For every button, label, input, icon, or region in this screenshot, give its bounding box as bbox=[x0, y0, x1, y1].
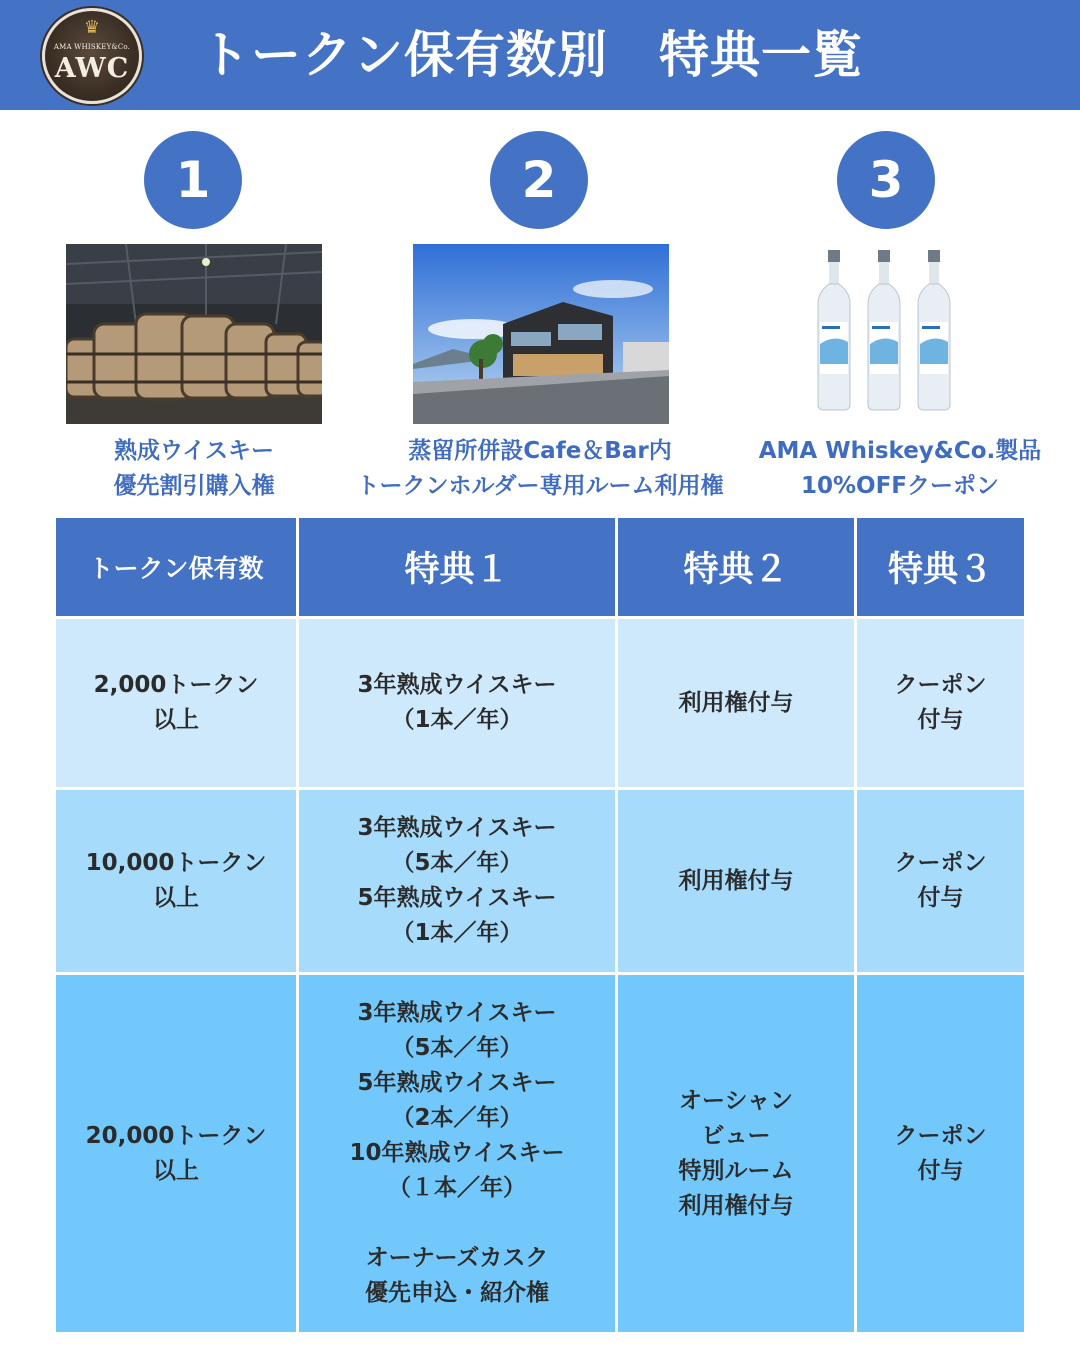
logo-small-text: AMA WHISKEY&Co. bbox=[53, 43, 131, 51]
table-row bbox=[56, 790, 1024, 972]
row1-benefit-2: 利用権付与 bbox=[618, 619, 854, 787]
whisky-casks-photo bbox=[66, 244, 322, 424]
cafe-bar-building-photo bbox=[413, 244, 669, 424]
table-row bbox=[56, 975, 1024, 1332]
benefit-caption-3: AMA Whiskey&Co.製品 10%OFFクーポン bbox=[758, 438, 1042, 499]
header-bar bbox=[0, 0, 1080, 110]
whisky-bottles-photo bbox=[810, 244, 962, 424]
row2-tokens: 10,000トークン 以上 bbox=[56, 790, 296, 972]
benefit-number-1: 1 bbox=[144, 131, 242, 229]
row3-benefit-2: オーシャン ビュー 特別ルーム 利用権付与 bbox=[618, 975, 854, 1332]
benefit-number-2: 2 bbox=[490, 131, 588, 229]
page-title: トークン保有数別 特典一覧 bbox=[200, 26, 863, 84]
header-benefit-1: 特典１ bbox=[299, 518, 615, 616]
table-row bbox=[56, 619, 1024, 787]
row3-benefit-1: 3年熟成ウイスキー （5本／年） 5年熟成ウイスキー （2本／年） 10年熟成ウイスキー （１本／年） オーナーズカスク 優先申込・紹介権 bbox=[299, 975, 615, 1332]
benefit-caption-2: 蒸留所併設Cafe＆Bar内 トークンホルダー専用ルーム利用権 bbox=[356, 438, 724, 499]
row2-benefit-1: 3年熟成ウイスキー （5本／年） 5年熟成ウイスキー （1本／年） bbox=[299, 790, 615, 972]
row1-tokens: 2,000トークン 以上 bbox=[56, 619, 296, 787]
awc-logo bbox=[42, 8, 142, 104]
row3-tokens: 20,000トークン 以上 bbox=[56, 975, 296, 1332]
row2-benefit-2: 利用権付与 bbox=[618, 790, 854, 972]
header-benefit-3: 特典３ bbox=[857, 518, 1024, 616]
header-benefit-2: 特典２ bbox=[618, 518, 854, 616]
header-token-count: トークン保有数 bbox=[56, 518, 296, 616]
row1-benefit-1: 3年熟成ウイスキー （1本／年） bbox=[299, 619, 615, 787]
table-header-row bbox=[56, 518, 1024, 616]
logo-big-text: AWC bbox=[54, 53, 130, 84]
row1-benefit-3: クーポン 付与 bbox=[857, 619, 1024, 787]
row3-benefit-3: クーポン 付与 bbox=[857, 975, 1024, 1332]
row2-benefit-3: クーポン 付与 bbox=[857, 790, 1024, 972]
benefit-number-3: 3 bbox=[837, 131, 935, 229]
benefit-caption-1: 熟成ウイスキー 優先割引購入権 bbox=[113, 438, 275, 499]
crown-icon: ♛ bbox=[83, 17, 101, 38]
